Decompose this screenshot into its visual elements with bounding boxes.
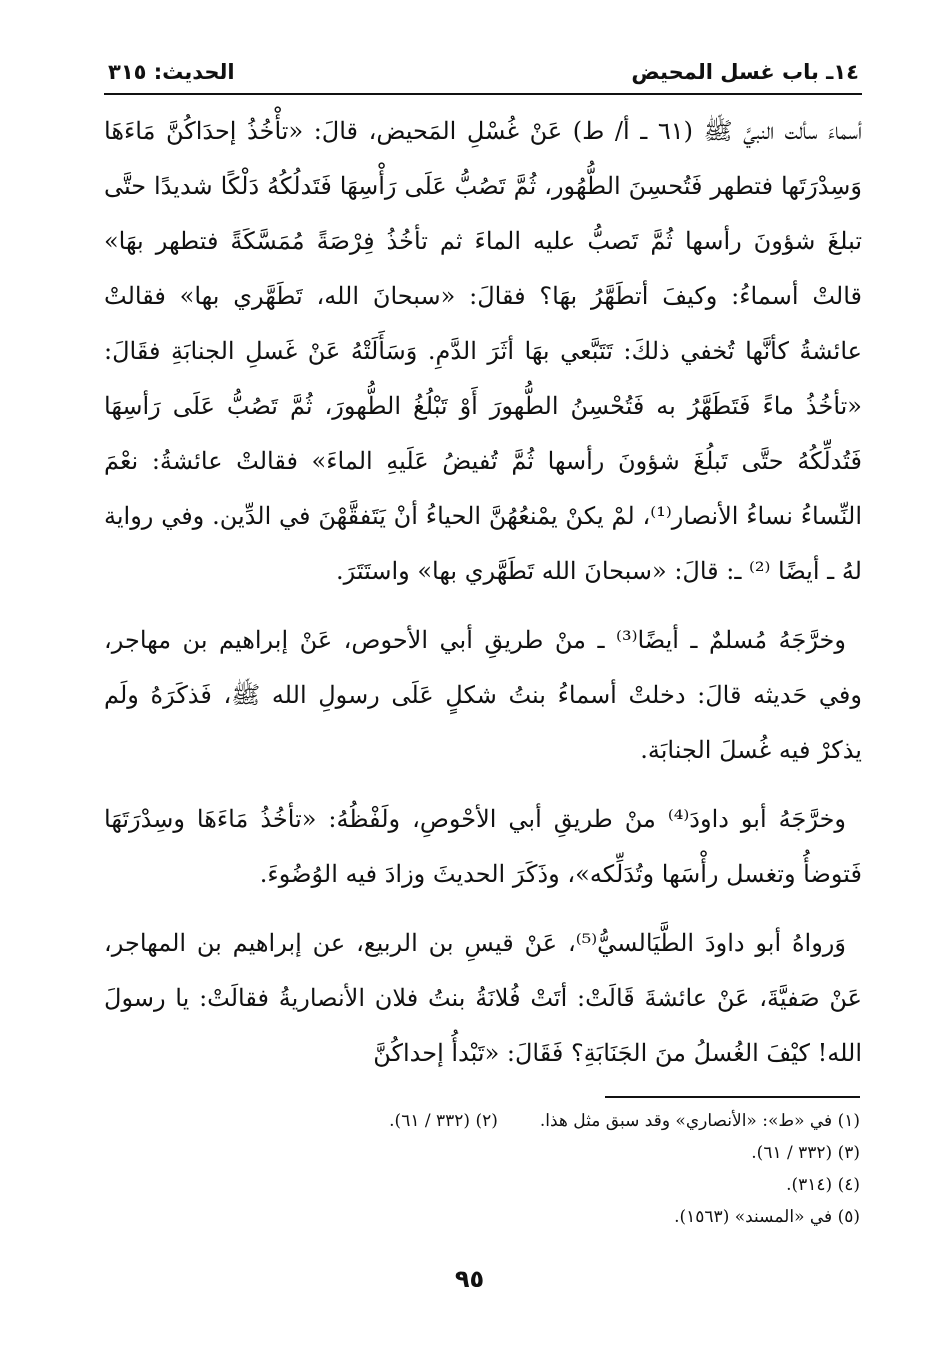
paragraph-abu-dawud-narration: وخرَّجَهُ أبو داودَ⁽⁴⁾ منْ طريقِ أبي الأحْوصِ، ولَفْظُهُ: «تأخُذُ مَاءَهَا وسِدْرَتَهَا فَتوضأُ وتغسل رأْسَها وتُدَلِّكه»، وذَكَرَ الحديثَ وزادَ فيه الوُضُوءَ. <box>104 805 862 888</box>
paragraph-hadith-text: أسماءَ سألت النبيَّ ﷺ (٦١ ـ أ/ ط) عَنْ غُسْلِ المَحيض، قالَ: «تأْخُذُ إحدَاكُنَّ مَاءَهَا وَسِدْرَتَها فتطهر فَتُحسِنَ الطُّهُور، ثُمَّ تَصُبُّ عَلَى رَأْسِهَا فَتَدلُكُهُ دَلْكًا شديدًا حتَّى تبلغَ شؤونَ رأسها ثُمَّ تَصبُّ عليه الماءَ ثم تأخُذُ فِرْصَةً مُمَسَّكَةً فتطهر بهَا» قالتْ أسماءُ: وكيفَ أتطَهَّرُ بهَا؟ فقالَ: «سبحانَ الله، تَطَهَّري بها» فقالتْ عائشةُ كأنَّها تُخفي ذلكَ: تَتَبَّعي بهَا أثَرَ الدَّمِ. وَسَأَلَتْهُ عَنْ غَسلِ الجنابَةِ فقَالَ: «تأخُذُ ماءً فَتَطَهَّرُ به فَتُحْسِنُ الطُّهورَ أَوْ تَبْلُغُ الطُّهورَ، ثُمَّ تَصُبُّ عَلَى رَأسِهَا فَتُدلِّكُهُ حتَّى تَبلُغَ شؤونَ رأسها ثُمَّ تُفيضُ عَلَيهِ الماءَ» فقالتْ عائشةُ: نعْمَ النِّساءُ نساءُ الأنصار⁽¹⁾، لمْ يكنْ يمْنعُهُنَّ الحياءُ أنْ يَتَفقَّهْنَ في الدِّين. وفي رواية لهُ ـ أيضًا ⁽²⁾ ـ: قالَ: «سبحانَ الله تَطَهَّري بها» واستَتَرَ. <box>104 117 863 585</box>
footnote-3: (٣) (٣٣٢ / ٦١). <box>751 1143 860 1163</box>
hadith-number: الحديث: ٣١٥ <box>108 60 235 84</box>
header-divider <box>104 93 862 95</box>
page-number: ٩٥ <box>454 1265 485 1293</box>
footnote-row <box>150 1169 860 1201</box>
main-text <box>104 104 862 1095</box>
chapter-title: ١٤ـ باب غسل المحيض <box>631 60 859 84</box>
running-header <box>108 52 859 92</box>
footnote-divider <box>605 1096 860 1098</box>
footnote-row <box>150 1201 860 1233</box>
footnote-row <box>150 1137 860 1169</box>
footnote-1: (١) في «ط»: «الأنصاري» وقد سبق مثل هذا. <box>539 1111 860 1131</box>
footnote-row <box>150 1105 860 1137</box>
paragraph-tayalisi-narration: وَرواهُ أبو داودَ الطَّيَالسيُّ⁽⁵⁾، عَنْ قيسِ بن الربيع، عن إبراهيم بن المهاجر، عَنْ صَفيَّةَ، عَنْ عائشةَ قَالَتْ: أتَتْ فُلانَةُ بنتُ فلان الأنصاريةُ فقالَتْ: يا رسولَ الله! كيْفَ الغُسلُ منَ الجَنَابَةِ؟ فَقَالَ: «تَبْدأُ إحداكُنَّ <box>104 929 862 1067</box>
paragraph-muslim-narration: وخرَّجَهُ مُسلمٌ ـ أيضًا⁽³⁾ ـ منْ طريقِ أبي الأحوص، عَنْ إبراهيم بن مهاجر، وفي حَديثه قالَ: دخلتْ أسماءُ بنتُ شكلٍ عَلَى رسولِ الله ﷺ، فَذكَرَهُ ولَم يذكرْ فيه غُسلَ الجنابَة. <box>104 626 862 764</box>
footnote-2: (٢) (٣٣٢ / ٦١). <box>389 1111 498 1131</box>
footnote-4: (٤) (٣١٤). <box>786 1175 860 1195</box>
footnotes <box>150 1105 860 1233</box>
footnote-5: (٥) في «المسند» (١٥٦٣). <box>674 1207 860 1227</box>
